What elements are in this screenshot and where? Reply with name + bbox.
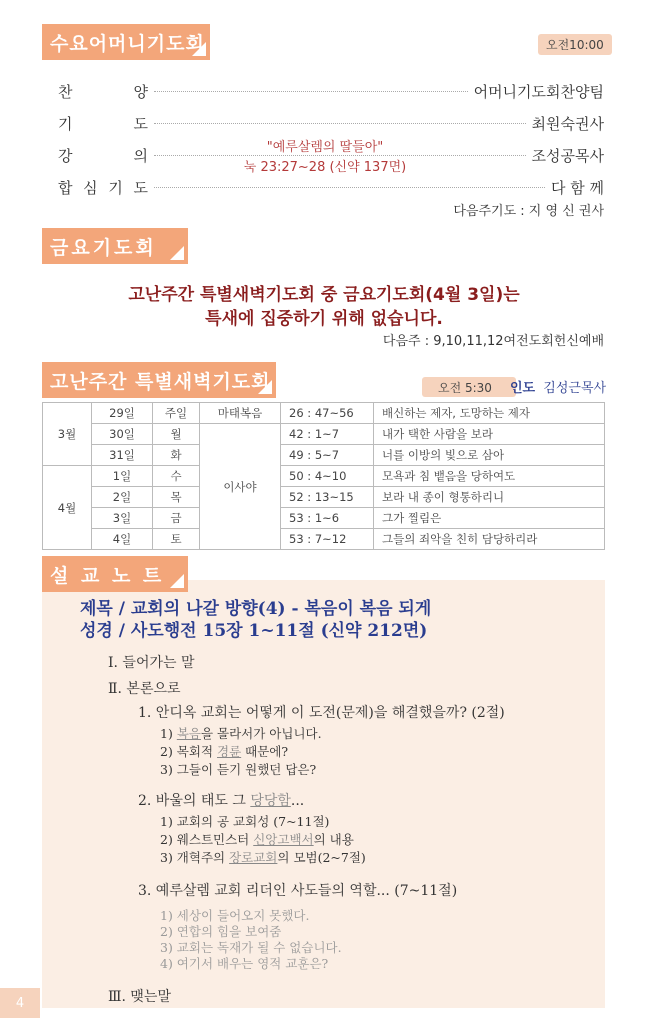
- fri-line2: 특새에 집중하기 위해 없습니다.: [205, 309, 443, 329]
- table-row: [43, 445, 605, 466]
- dotted-leader: [154, 122, 526, 124]
- sermon-scripture: 성경 / 사도행전 15장 1~11절 (신약 212면): [80, 621, 428, 641]
- tag-corner-icon: [192, 42, 206, 56]
- row-label: 강 의: [58, 146, 148, 165]
- ref-cell: 53 : 1~6: [281, 508, 374, 529]
- wed-row-prayer: [58, 112, 604, 134]
- tag-corner-icon: [170, 574, 184, 588]
- q3-item-1: 1) 세상이 들어오지 못했다.: [160, 908, 310, 923]
- dawn-time: 오전 5:30: [438, 381, 492, 395]
- tag-corner-icon: [258, 380, 272, 394]
- title-cell: 내가 택한 사람을 보라: [374, 424, 605, 445]
- dotted-leader: [154, 186, 545, 188]
- title-cell: 그가 찔림은: [374, 508, 605, 529]
- q2-item-1: 1) 교회의 공 교회성 (7~11절): [160, 814, 330, 829]
- row-label: 기 도: [58, 114, 148, 133]
- ref-cell: 26 : 47~56: [281, 403, 374, 424]
- q3-item-4: 4) 여기서 배우는 영적 교훈은?: [160, 956, 329, 971]
- ref-cell: 42 : 1~7: [281, 424, 374, 445]
- q2-item-2: 2) 웨스트민스터 신앙고백서의 내용: [160, 832, 354, 847]
- dawn-title: 고난주간 특별새벽기도회: [50, 370, 271, 393]
- title-cell: 배신하는 제자, 도망하는 제자: [374, 403, 605, 424]
- q2-item-3: 3) 개혁주의 장로교회의 모범(2~7절): [160, 850, 366, 865]
- fri-next: 다음주 : 9,10,11,12여전도회헌신예배: [382, 334, 604, 349]
- q1-item-2: 2) 목회적 경륜 때문에?: [160, 744, 289, 759]
- dawn-section-tag: [42, 362, 276, 398]
- title-cell: 모욕과 침 뱉음을 당하여도: [374, 466, 605, 487]
- row-label: 합 심 기 도: [58, 178, 148, 197]
- wed-sermon-title: "예루살렘의 딸들아": [230, 136, 420, 155]
- section-conclusion: Ⅲ. 맺는말: [108, 989, 171, 1005]
- weekday-cell: 금: [153, 508, 200, 529]
- table-row: [43, 424, 605, 445]
- wed-sermon-ref: 눅 23:27~28 (신약 137면): [230, 156, 420, 175]
- day-cell: 2일: [92, 487, 153, 508]
- note-section-tag: [42, 556, 188, 592]
- dawn-leader: [510, 377, 606, 396]
- weekday-cell: 주일: [153, 403, 200, 424]
- ref-cell: 49 : 5~7: [281, 445, 374, 466]
- weekday-cell: 화: [153, 445, 200, 466]
- wed-next: 다음주기도 : 지 영 신 권사: [453, 204, 604, 219]
- table-row: [43, 508, 605, 529]
- wed-row-joint-prayer: [58, 176, 604, 198]
- weekday-cell: 목: [153, 487, 200, 508]
- row-value: 어머니기도회찬양팀: [473, 82, 604, 101]
- q3-item-2: 2) 연합의 힘을 보여줌: [160, 924, 282, 939]
- fri-line1: 고난주간 특별새벽기도회 중 금요기도회(4월 3일)는: [128, 285, 520, 305]
- month-cell: 4월: [43, 466, 92, 550]
- table-row: [43, 487, 605, 508]
- title-cell: 보라 내 종이 형통하리니: [374, 487, 605, 508]
- day-cell: 4일: [92, 529, 153, 550]
- table-row: [43, 466, 605, 487]
- ref-cell: 53 : 7~12: [281, 529, 374, 550]
- title-cell: 그들의 죄악을 친히 담당하리라: [374, 529, 605, 550]
- wed-title: 수요어머니기도회: [50, 32, 205, 55]
- dawn-time-badge: [422, 377, 516, 397]
- note-title: 설 교 노 트: [50, 564, 165, 587]
- table-row: [43, 529, 605, 550]
- ref-cell: 52 : 13~15: [281, 487, 374, 508]
- wed-row-praise: [58, 80, 604, 102]
- row-value: 다 함 께: [550, 178, 604, 197]
- row-value: 최원숙권사: [531, 114, 604, 133]
- day-cell: 1일: [92, 466, 153, 487]
- page-number: 4: [0, 988, 40, 1018]
- day-cell: 3일: [92, 508, 153, 529]
- q1-item-1: 1) 복음을 몰라서가 아닙니다.: [160, 726, 322, 741]
- wed-section-tag: [42, 24, 210, 60]
- weekday-cell: 월: [153, 424, 200, 445]
- question-2: 2. 바울의 태도 그 당당함...: [138, 793, 305, 809]
- sermon-subject: 제목 / 교회의 나갈 방향(4) - 복음이 복음 되게: [80, 599, 432, 619]
- fri-section-tag: [42, 228, 188, 264]
- section-intro: Ⅰ. 들어가는 말: [108, 655, 195, 671]
- dotted-leader: [154, 90, 468, 92]
- question-3: 3. 예루살렘 교회 리더인 사도들의 역할... (7~11절): [138, 883, 458, 899]
- q1-item-3: 3) 그들이 듣기 원했던 답은?: [160, 762, 317, 777]
- section-body: Ⅱ. 본론으로: [108, 681, 181, 697]
- question-1: 1. 안디옥 교회는 어떻게 이 도전(문제)을 해결했을까? (2절): [138, 705, 505, 721]
- tag-corner-icon: [170, 246, 184, 260]
- dawn-leader-name: 김성근목사: [543, 381, 607, 396]
- day-cell: 30일: [92, 424, 153, 445]
- month-cell: 3월: [43, 403, 92, 466]
- weekday-cell: 토: [153, 529, 200, 550]
- book-cell: 마태복음: [200, 403, 281, 424]
- wed-time-badge: 오전10:00: [538, 34, 612, 55]
- day-cell: 29일: [92, 403, 153, 424]
- row-value: 조성공목사: [531, 146, 604, 165]
- row-label: 찬 양: [58, 82, 148, 101]
- fri-title: 금요기도회: [50, 236, 157, 259]
- day-cell: 31일: [92, 445, 153, 466]
- book-cell: 이사야: [200, 424, 281, 550]
- weekday-cell: 수: [153, 466, 200, 487]
- table-row: [43, 403, 605, 424]
- ref-cell: 50 : 4~10: [281, 466, 374, 487]
- dawn-leader-label: 인도: [510, 381, 536, 396]
- q3-item-3: 3) 교회는 독재가 될 수 없습니다.: [160, 940, 342, 955]
- title-cell: 너를 이방의 빛으로 삼아: [374, 445, 605, 466]
- dawn-schedule-table: [42, 402, 605, 550]
